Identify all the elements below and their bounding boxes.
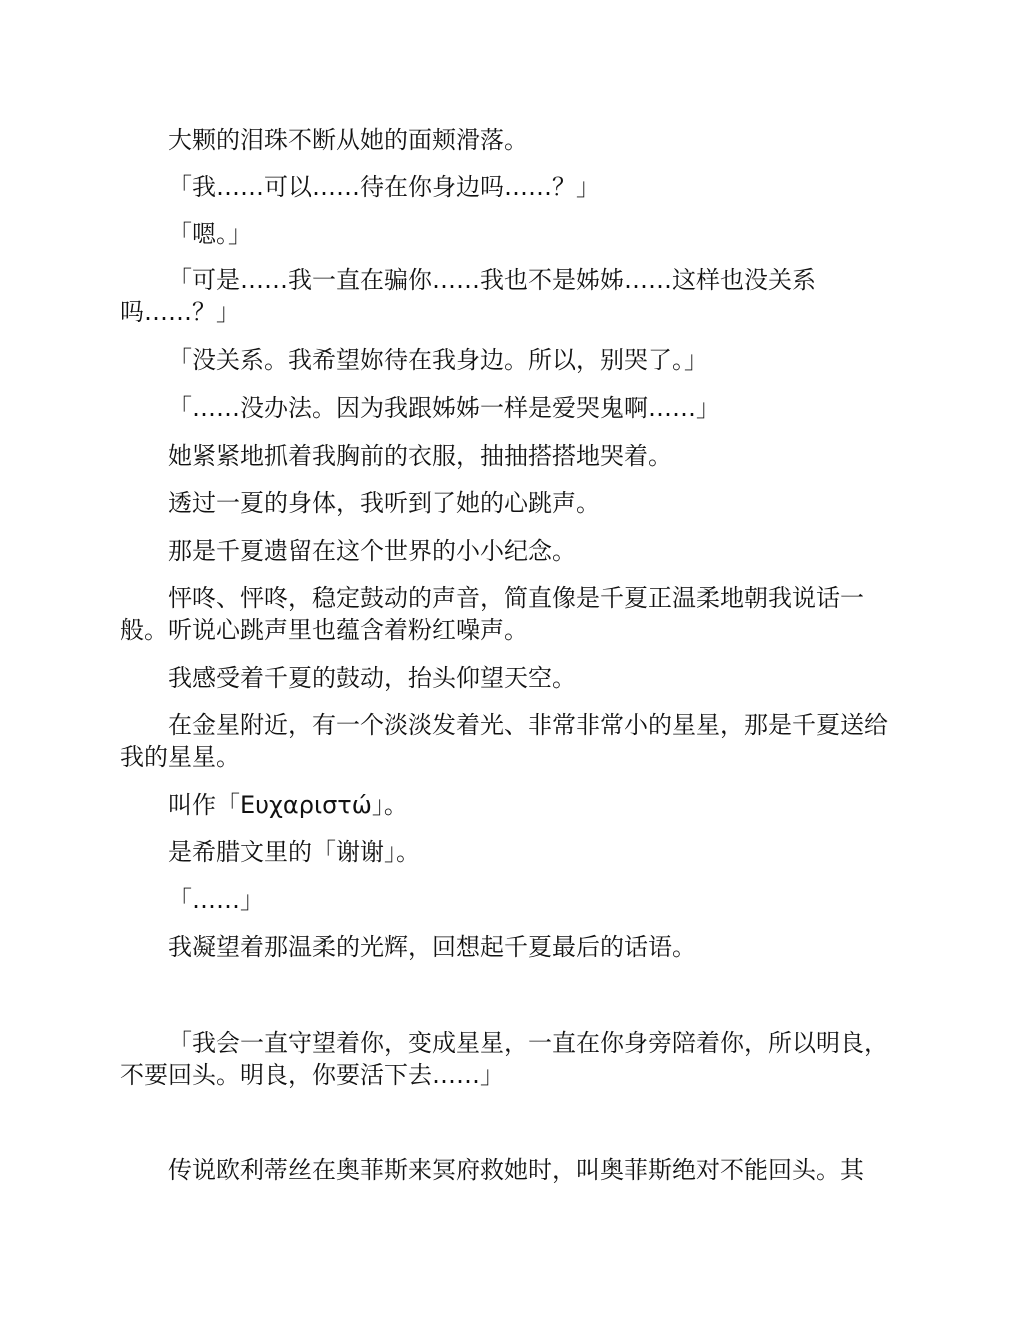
paragraph-2: 「我……可以……待在你身边吗……？」 — [168, 173, 600, 201]
paragraph-1: 大颗的泪珠不断从她的面颊滑落。 — [168, 126, 528, 154]
paragraph-9: 那是千夏遗留在这个世界的小小纪念。 — [168, 537, 576, 565]
paragraph-16: 我凝望着那温柔的光辉，回想起千夏最后的话语。 — [168, 933, 696, 961]
paragraph-12: 在金星附近，有一个淡淡发着光、非常非常小的星星，那是千夏送给我的星星。 — [120, 711, 888, 771]
paragraph-5: 「没关系。我希望妳待在我身边。所以，别哭了。」 — [168, 346, 708, 374]
paragraph-17: 「我会一直守望着你，变成星星，一直在你身旁陪着你，所以明良，不要回头。明良，你要活下去……」 — [120, 1029, 888, 1089]
paragraph-6: 「……没办法。因为我跟姊姊一样是爱哭鬼啊……」 — [168, 394, 720, 422]
paragraph-14: 是希腊文里的「谢谢」。 — [168, 838, 420, 866]
paragraph-3: 「嗯。」 — [168, 220, 252, 248]
paragraph-8: 透过一夏的身体，我听到了她的心跳声。 — [168, 489, 600, 517]
paragraph-4: 「可是……我一直在骗你……我也不是姊姊……这样也没关系吗……？」 — [120, 266, 816, 326]
paragraph-15: 「……」 — [168, 886, 264, 914]
paragraph-7: 她紧紧地抓着我胸前的衣服，抽抽搭搭地哭着。 — [168, 442, 672, 470]
paragraph-13: 叫作「Ευχαριστώ」。 — [168, 791, 408, 819]
paragraph-18: 传说欧利蒂丝在奥菲斯来冥府救她时，叫奥菲斯绝对不能回头。其 — [168, 1156, 864, 1184]
paragraph-11: 我感受着千夏的鼓动，抬头仰望天空。 — [168, 664, 576, 692]
paragraph-10: 怦咚、怦咚，稳定鼓动的声音，简直像是千夏正温柔地朝我说话一般。听说心跳声里也蕴含着粉红噪声。 — [120, 584, 864, 644]
